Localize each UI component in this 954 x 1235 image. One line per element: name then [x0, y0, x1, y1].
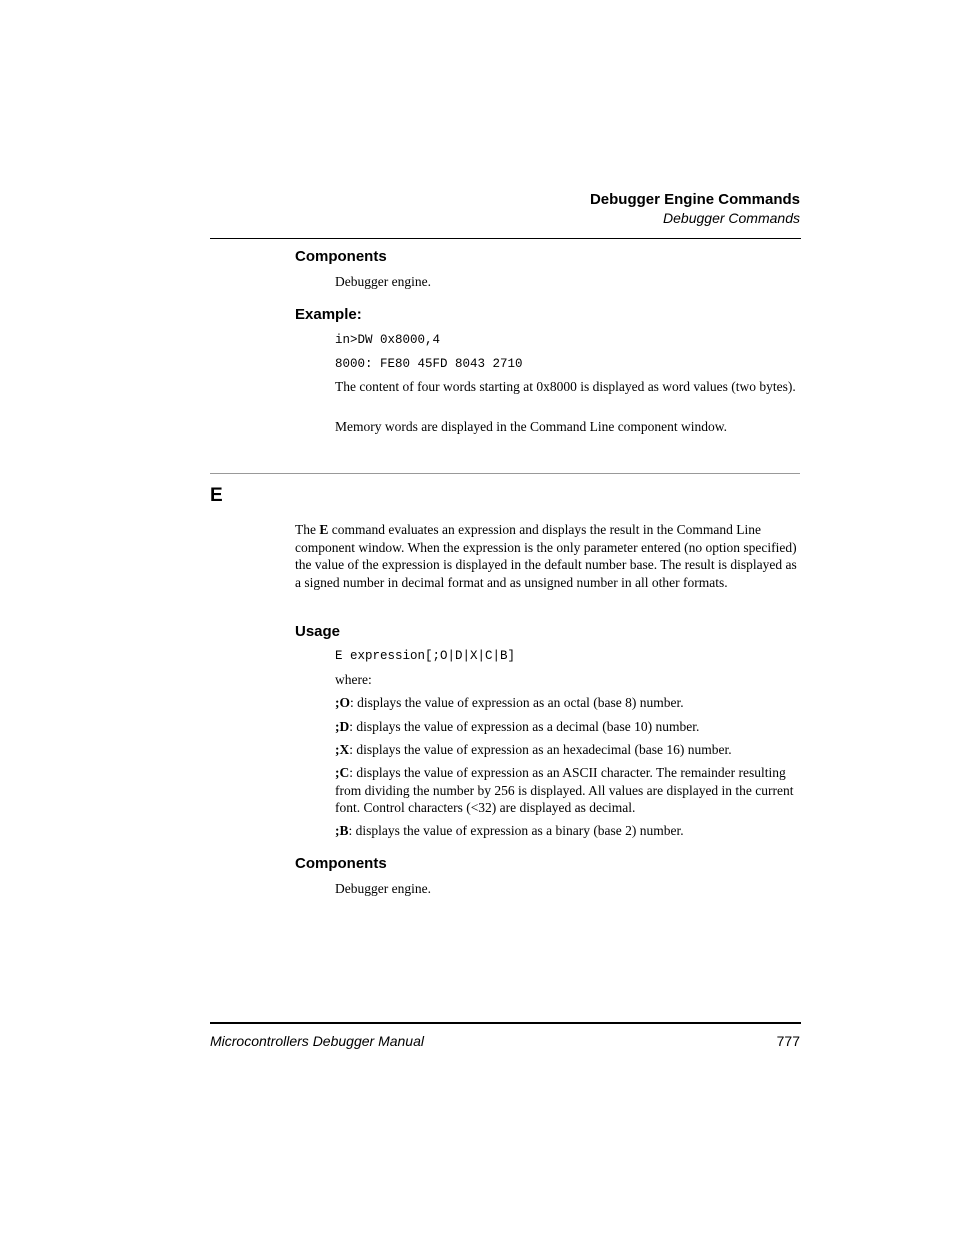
running-header-title: Debugger Engine Commands — [589, 191, 800, 208]
option-key: ;X — [335, 742, 350, 757]
usage-syntax: E expression[;O|D|X|C|B] — [335, 649, 516, 663]
components-text: Debugger engine. — [335, 881, 431, 896]
option-description: : displays the value of expression as a decimal (base 10) number. — [349, 719, 700, 734]
option-key: ;D — [335, 719, 350, 734]
intro-text: The — [295, 522, 320, 537]
example-heading: Example: — [295, 306, 362, 323]
page-number: 777 — [776, 1033, 800, 1049]
example-code-line: 8000: FE80 45FD 8043 2710 — [335, 357, 523, 371]
section-divider — [210, 473, 800, 474]
intro-text: command evaluates an expression and displays the result in the Command Line component window. When the expression is the only parameter entered (no option specified) the value of the expression is displayed in the default number base. The result is displayed as a signed number in decimal format and as unsigned number in all other formats. — [295, 522, 797, 590]
header-rule — [210, 238, 801, 239]
footer-manual-title: Microcontrollers Debugger Manual — [210, 1033, 424, 1049]
option-item — [335, 764, 800, 817]
option-key: ;C — [335, 765, 350, 780]
option-item — [335, 822, 800, 840]
option-item — [335, 741, 800, 759]
option-description: : displays the value of expression as a binary (base 2) number. — [348, 823, 684, 838]
intro-command-name: E — [319, 522, 329, 537]
option-item — [335, 718, 800, 736]
where-label: where: — [335, 672, 372, 687]
example-description: The content of four words starting at 0x8000 is displayed as word values (two bytes). — [335, 379, 796, 394]
option-description: : displays the value of expression as an hexadecimal (base 16) number. — [349, 742, 732, 757]
option-description: : displays the value of expression as an octal (base 8) number. — [350, 695, 684, 710]
command-intro — [295, 521, 801, 591]
example-code-line: in>DW 0x8000,4 — [335, 333, 441, 347]
usage-heading: Usage — [295, 623, 341, 640]
example-description: Memory words are displayed in the Command Line component window. — [335, 419, 728, 434]
command-title: E — [210, 485, 223, 506]
option-item — [335, 694, 800, 712]
option-description: : displays the value of expression as an ASCII character. The remainder resulting from dividing the number by 256 is displayed. All values are displayed in the current font. Control characters (<32) are displayed as decimal. — [335, 765, 794, 815]
footer-rule — [210, 1022, 801, 1024]
components-text: Debugger engine. — [335, 274, 431, 289]
components-heading: Components — [295, 855, 387, 872]
running-header-subtitle: Debugger Commands — [663, 210, 800, 226]
option-key: ;O — [335, 695, 350, 710]
option-key: ;B — [335, 823, 349, 838]
components-heading: Components — [295, 248, 387, 265]
